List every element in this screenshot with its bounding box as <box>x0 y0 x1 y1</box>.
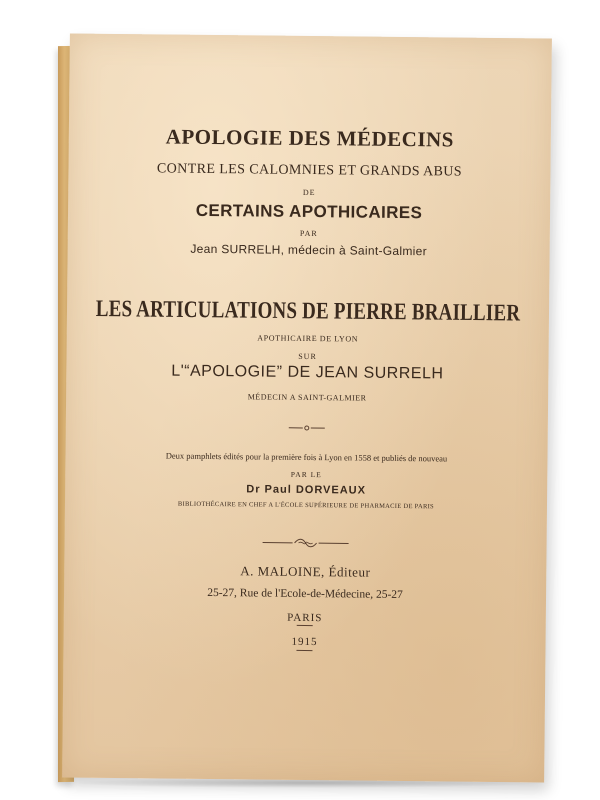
editor-role: BIBLIOTHÉCAIRE EN CHEF A L'ÉCOLE SUPÉRIEURE DE PHARMACIE DE PARIS <box>177 500 435 511</box>
title-second: LES ARTICULATIONS DE PIERRE BRAILLIER <box>95 296 521 327</box>
publisher-city: PARIS <box>287 611 323 625</box>
ornament-flourish-icon <box>64 531 546 555</box>
ornament-divider-icon <box>66 414 548 438</box>
publication-year: 1915 <box>291 635 318 649</box>
author1-role: MÉDECIN A SAINT-GALMIER <box>247 392 367 403</box>
subtitle-line1: CONTRE LES CALOMNIES ET GRANDS ABUS <box>156 161 463 180</box>
connector-sur: SUR <box>298 351 317 362</box>
editor-name: Dr Paul DORVEAUX <box>246 483 367 497</box>
author-line: Jean SURRELH, médecin à Saint-Galmier <box>190 241 427 259</box>
connector-par: PAR <box>299 228 318 239</box>
divider-dash <box>296 650 312 651</box>
author2-role: APOTHICAIRE DE LYON <box>257 333 359 344</box>
connector-par-le: PAR LE <box>290 469 322 480</box>
publisher-address: 25-27, Rue de l'Ecole-de-Médecine, 25-27 <box>207 586 403 602</box>
title-third: L'“APOLOGIE” DE JEAN SURRELH <box>171 362 444 383</box>
divider-dash <box>297 625 313 626</box>
book-cover <box>62 33 552 782</box>
note-line: Deux pamphlets édités pour la première fois à Lyon en 1558 et publiés de nouveau <box>165 450 448 464</box>
connector-de: DE <box>302 187 316 198</box>
publisher-name: A. MALOINE, Éditeur <box>240 563 371 580</box>
title-main: APOLOGIE DES MÉDECINS <box>165 124 455 152</box>
subtitle-line2: CERTAINS APOTHICAIRES <box>195 200 423 223</box>
